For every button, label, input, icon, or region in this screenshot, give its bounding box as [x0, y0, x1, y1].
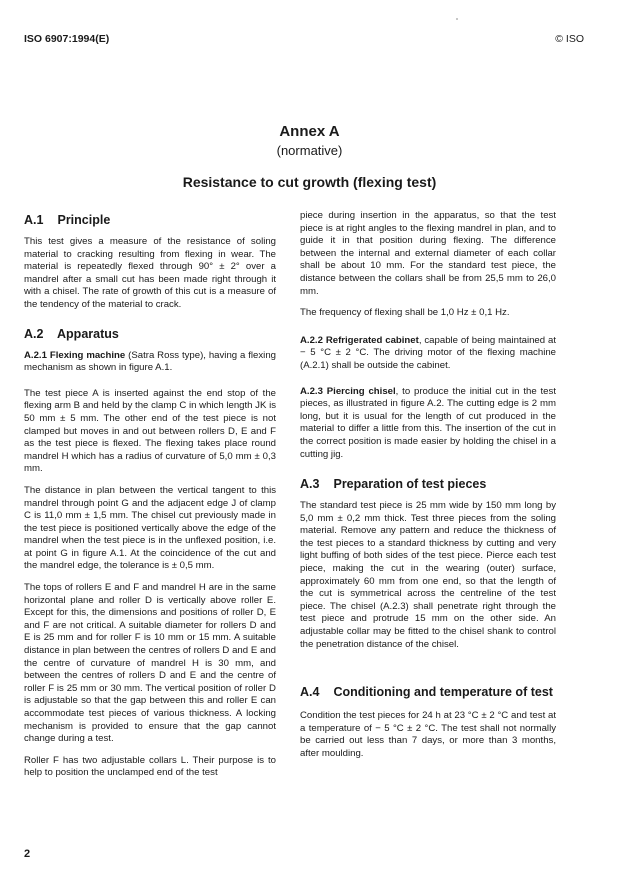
left-column — [24, 204, 276, 789]
section-number: A.3 — [300, 477, 320, 492]
right-column — [300, 210, 556, 770]
annex-title: Annex A — [279, 123, 340, 140]
page-number: 2 — [24, 848, 31, 860]
copyright: © ISO — [555, 33, 584, 45]
section-heading-a2 — [24, 327, 276, 342]
subsection-text: (Satra Ross type), having a flexing mechanism as shown in figure A.1. — [24, 349, 276, 374]
standard-id: ISO 6907:1994(E) — [24, 33, 110, 45]
section-number: A.4 — [300, 685, 320, 700]
paragraph-a23 — [300, 386, 556, 462]
subsection-text: , to produce the initial cut in the test pieces, as illustrated in figure A.2. The cutting edge is 2 mm long, but it is usual for the length of cut produced in the material to differ a little from this. The insertion of the cut in the correct position is made easier by holding the chisel in a cutting jig. — [300, 385, 556, 460]
main-title: Resistance to cut growth (flexing test) — [182, 174, 437, 190]
section-number: A.1 — [24, 213, 44, 227]
section-title: Preparation of test pieces — [333, 477, 487, 492]
section-heading-a1 — [24, 213, 276, 228]
paragraph: This test gives a measure of the resistance of soling material to cracking resulting from flexing in wear. The material is repeatedly flexed through 90° ± 2° over a mandrel after a small cut has been made right through it with a chisel. The rate of growth of this cut is a measure of the tendency of the material to crack. — [24, 236, 276, 310]
paragraph: The standard test piece is 25 mm wide by 150 mm long by 5,0 mm ± 0,2 mm thick. Test three pieces from the soling material. Remove any pattern and reduce the thickness of the test pieces to a standard thickness by cutting and very light buffing of both sides of the test piece. Pierce each test piece, making the cut in the wearing (outer) surface, approximately 60 mm from one end, so that the length of the cut is symmetrical across the centreline of the test piece. The chisel (A.2.3) shall penetrate right through the test piece and protrude 15 mm on the other side. An adjustable collar may be fitted to the chisel shank to control the penetration distance of the chisel. — [300, 500, 556, 650]
section-heading-a4 — [300, 685, 556, 700]
paragraph: The distance in plan between the vertical tangent to this mandrel through point G and the adjacent edge J of clamp C is 11,0 mm ± 1,5 mm. The chisel cut previously made in the test piece is positioned vertically above the edge of the mandrel when the test piece is in the unflexed position, i.e. at point G in figure A.1. At the coincidence of the cut and the mandrel edge, the tolerance is ± 0,5 mm. — [24, 484, 276, 572]
paragraph-a21 — [24, 350, 276, 375]
subsection-heading: A.2.2 Refrigerated cabinet — [300, 334, 419, 346]
subsection-heading: A.2.3 Piercing chisel — [300, 385, 396, 397]
subsection-text: , capable of being maintained at − 5 °C ± 2 °C. The driving motor of the flexing machine (A.2.1) shall be outside the cabinet. — [300, 334, 556, 371]
section-number: A.2 — [24, 326, 44, 341]
section-heading-a3 — [300, 477, 556, 492]
section-title: Conditioning and temperature of test — [333, 685, 553, 700]
paragraph: The frequency of flexing shall be 1,0 Hz ± 0,1 Hz. — [300, 307, 510, 319]
section-title: Principle — [57, 213, 111, 227]
scan-speck — [456, 18, 458, 20]
paragraph-a22 — [300, 335, 556, 373]
annex-kind: (normative) — [276, 143, 343, 158]
paragraph: Roller F has two adjustable collars L. Their purpose is to help to position the unclamped end of the test — [24, 754, 276, 779]
section-title: Apparatus — [57, 326, 119, 341]
paragraph: The tops of rollers E and F and mandrel H are in the same horizontal plane and roller D is vertically above roller E. Except for this, the dimensions and positions of roller D, E and F are not critical. A suitable diameter for rollers D and E is 25 mm and for roller F is 10 mm or 15 mm. A suitable distance in plan between the centres of rollers D and E and the centre of curvature of mandrel H is 30 mm, and between the centres of rollers D and E and the centre of roller F is 25 mm or 30 mm. The vertical position of roller D is adjustable so that the gap between this and roller E can accommodate test pieces of various thickness. A locking mechanism is provided to ensure that the gap cannot change during a test. — [24, 582, 276, 745]
paragraph: Condition the test pieces for 24 h at 23 °C ± 2 °C and test at a temperature of − 5 °C ± 2 °C. The test shall not normally be carried out less than 7 days, or more than 3 months, after moulding. — [300, 710, 556, 759]
paragraph: piece during insertion in the apparatus, so that the test piece is at right angles to the flexing mandrel in plan, and to guide it in that position during flexing. The difference between the internal and external diameter of each collar shall be about 10 mm. For the standard test piece, the distance between the collars shall be from 25,5 mm to 26,0 mm. — [300, 210, 556, 297]
paragraph: The test piece A is inserted against the end stop of the flexing arm B and held by the clamp C in which length JK is 50 mm ± 5 mm. The other end of the test piece is not clamped but moves in and out between rollers D, E and F as the test piece is flexed. The flexing takes place round mandrel H which has a radius of curvature of 5,0 mm ± 0,3 mm. — [24, 387, 276, 475]
subsection-heading: A.2.1 Flexing machine — [24, 349, 126, 361]
